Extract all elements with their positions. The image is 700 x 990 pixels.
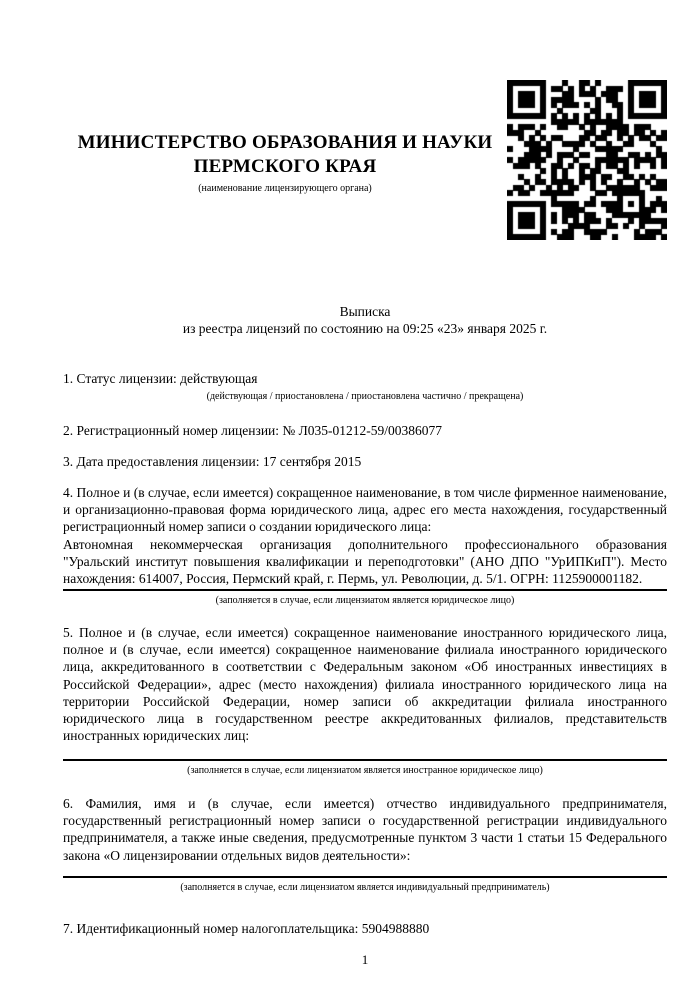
item-grant-date: 3. Дата предоставления лицензии: 17 сентября 2015	[63, 453, 362, 469]
document-title	[63, 303, 667, 337]
item-legal-entity-label: 4. Полное и (в случае, если имеется) сокращенное наименование, в том числе фирменное наименование, и организационно-правовая форма юридического лица, адрес его места нахождения, государственный регистрационный номер записи о создании юридического лица:	[63, 484, 667, 535]
document-header	[63, 80, 667, 240]
authority-name-line2: ПЕРМСКОГО КРАЯ	[193, 156, 377, 177]
fill-in-line-foreign-entity	[63, 745, 667, 761]
item-legal-entity-caption: (заполняется в случае, если лицензиатом является юридическое лицо)	[215, 594, 515, 606]
item-taxpayer-number: 7. Идентификационный номер налогоплательщика: 5904988880	[63, 920, 430, 936]
page-number: 1	[361, 952, 369, 968]
fill-in-line-entrepreneur	[63, 864, 667, 878]
authority-caption: (наименование лицензирующего органа)	[198, 183, 372, 194]
document-title-line1: Выписка	[339, 304, 391, 319]
item-registration-number: 2. Регистрационный номер лицензии: № Л035-01212-59/00386077	[63, 423, 443, 439]
item-entrepreneur-label: 6. Фамилия, имя и (в случае, если имеется) отчество индивидуального предпринимателя, государственный регистрационный номер записи о государственной регистрации индивидуального предпринимателя, а также иные сведения, предусмотренные пунктом 3 части 1 статьи 15 Федерального закона «О лицензировании отдельных видов деятельности»:	[63, 795, 667, 863]
authority-name-line1: МИНИСТЕРСТВО ОБРАЗОВАНИЯ И НАУКИ	[77, 132, 493, 153]
item-legal-entity-value: Автономная некоммерческая организация дополнительного профессионального образования "Уральский институт повышения квалификации и переподготовки" (АНО ДПО "УрИПКиП"). Место нахождения: 614007, Россия, Пермский край, г. Пермь, ул. Революции, д. 5/1. ОГРН: 1125900001182.	[63, 536, 667, 591]
licensing-authority-block	[63, 80, 507, 195]
item-entrepreneur-caption: (заполняется в случае, если лицензиатом является индивидуальный предприниматель)	[180, 881, 550, 893]
qr-code	[507, 80, 667, 240]
item-license-status-caption: (действующая / приостановлена / приостановлена частично / прекращена)	[206, 391, 524, 403]
item-foreign-entity-caption: (заполняется в случае, если лицензиатом является иностранное юридическое лицо)	[187, 764, 543, 776]
item-foreign-entity-label: 5. Полное и (в случае, если имеется) сокращенное наименование иностранного юридического лица, полное и (в случае, если имеется) сокращенное наименование филиала иностранного юридического лица, аккредитованного в соответствии с Федеральным законом «Об иностранных инвестициях в Российской Федерации», адрес (место нахождения) филиала иностранного юридического лица на территории Российской Федерации, номер записи об аккредитации филиала иностранного юридического лица в государственном реестре аккредитованных филиалов, представительств иностранных юридических лиц:	[63, 624, 667, 744]
document-title-line2: из реестра лицензий по состоянию на 09:25 «23» января 2025 г.	[182, 321, 548, 336]
item-license-status: 1. Статус лицензии: действующая	[63, 371, 258, 386]
